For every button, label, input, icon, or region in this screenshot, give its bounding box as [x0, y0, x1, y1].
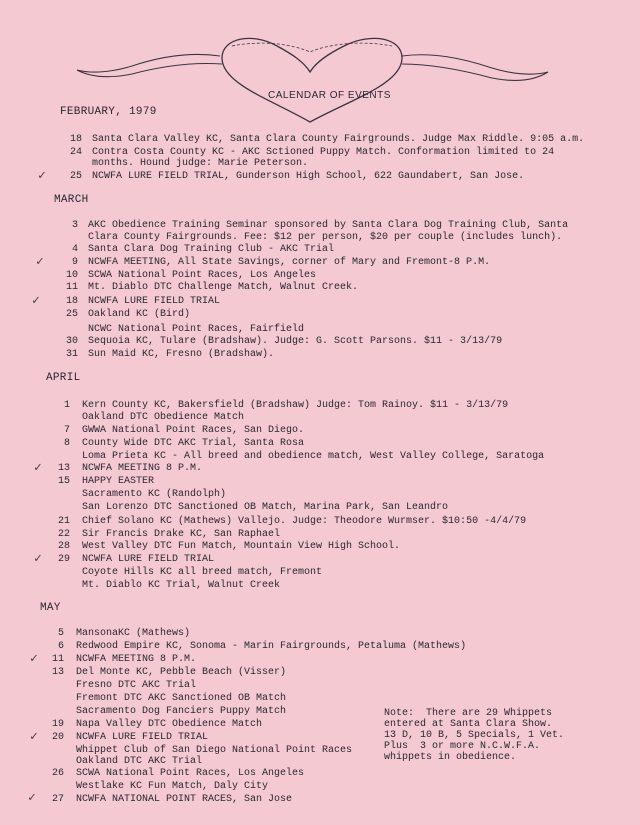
event-day: 20	[51, 732, 64, 743]
check-mark-icon: ✓	[34, 460, 42, 475]
event-text: NCWFA LURE FIELD TRIAL	[76, 732, 209, 743]
event-text: Del Monte KC, Pebble Beach (Visser)	[76, 667, 287, 678]
event-day: 5	[57, 628, 64, 639]
event-day: 22	[57, 529, 70, 540]
event-day: 10	[65, 270, 78, 281]
event-text: months. Hound judge: Marie Peterson.	[92, 158, 309, 169]
event-text: Loma Prieta KC - All breed and obedience match, West Valley College, Saratoga	[82, 451, 545, 462]
event-day: 4	[71, 244, 78, 255]
event-day: 24	[69, 147, 82, 158]
event-text: GWWA National Point Races, San Diego.	[82, 425, 305, 436]
event-text: NCWFA MEETING 8 P.M.	[76, 654, 197, 665]
event-day: 9	[71, 257, 78, 268]
event-text: Whippet Club of San Diego National Point Races	[76, 745, 353, 756]
event-text: San Lorenzo DTC Sanctioned OB Match, Marina Park, San Leandro	[82, 502, 449, 513]
event-text: MansonaKC (Mathews)	[76, 628, 191, 639]
event-day: 13	[57, 463, 70, 474]
check-mark-icon: ✓	[32, 293, 40, 308]
event-day: 6	[57, 641, 64, 652]
event-text: West Valley DTC Fun Match, Mountain View High School.	[82, 541, 401, 552]
event-day: 18	[65, 296, 78, 307]
event-text: Westlake KC Fun Match, Daly City	[76, 781, 269, 792]
check-mark-icon: ✓	[34, 551, 42, 566]
event-text: Sequoia KC, Tulare (Bradshaw). Judge: G. Scott Parsons. $11 - 3/13/79	[88, 336, 503, 347]
event-day: 7	[63, 425, 70, 436]
whippet-note: Note: There are 29 Whippets entered at Santa Clara Show. 13 D, 10 B, 5 Specials, 1 Vet. Plus 3 or more N.C.W.F.A. whippets in obedience.	[384, 708, 565, 763]
event-text: NCWFA NATIONAL POINT RACES, San Jose	[76, 794, 293, 805]
page-title: CALENDAR OF EVENTS	[268, 90, 391, 101]
event-text: NCWFA LURE FIELD TRIAL	[82, 554, 215, 565]
event-day: 25	[69, 171, 82, 182]
event-day: 21	[57, 516, 70, 527]
event-text: Clara County Fairgrounds. Fee: $12 per person, $20 per couple (includes lunch).	[88, 232, 563, 243]
event-text: Coyote Hills KC all breed match, Fremont	[82, 567, 323, 578]
event-text: Oakland DTC AKC Trial	[76, 756, 203, 767]
event-day: 27	[51, 794, 64, 805]
event-text: Oakland KC (Bird)	[88, 309, 191, 320]
check-mark-icon: ✓	[38, 168, 46, 183]
event-text: Napa Valley DTC Obedience Match	[76, 719, 263, 730]
event-day: 28	[57, 541, 70, 552]
month-heading-may: MAY	[40, 602, 61, 614]
event-text: County Wide DTC AKC Trial, Santa Rosa	[82, 438, 305, 449]
event-day: 1	[63, 400, 70, 411]
check-mark-icon: ✓	[30, 729, 38, 744]
event-text: SCWA National Point Races, Los Angeles	[88, 270, 317, 281]
event-day: 29	[57, 554, 70, 565]
event-text: Fresno DTC AKC Trial	[76, 680, 197, 691]
event-day: 31	[65, 349, 78, 360]
check-mark-icon: ✓	[36, 254, 44, 269]
event-day: 25	[65, 309, 78, 320]
check-mark-icon: ✓	[30, 651, 38, 666]
month-heading-february: FEBRUARY, 1979	[60, 106, 157, 118]
event-text: NCWFA MEETING, All State Savings, corner of Mary and Fremont-8 P.M.	[88, 257, 491, 268]
event-text: Contra Costa County KC - AKC Sctioned Puppy Match. Conformation limited to 24	[92, 147, 555, 158]
event-text: Chief Solano KC (Mathews) Vallejo. Judge: Theodore Wurmser. $10:50 -4/4/79	[82, 516, 527, 527]
event-day: 19	[51, 719, 64, 730]
event-day: 26	[51, 768, 64, 779]
event-text: NCWC National Point Races, Fairfield	[88, 324, 305, 335]
check-mark-icon: ✓	[28, 790, 36, 805]
event-day: 11	[65, 282, 78, 293]
event-text: Sacramento KC (Randolph)	[82, 489, 227, 500]
event-day: 18	[69, 134, 82, 145]
event-text: HAPPY EASTER	[82, 476, 155, 487]
event-day: 13	[51, 667, 64, 678]
event-text: Sacramento Dog Fanciers Puppy Match	[76, 706, 287, 717]
event-text: Fremont DTC AKC Sanctioned OB Match	[76, 693, 287, 704]
event-text: AKC Obedience Training Seminar sponsored by Santa Clara Dog Training Club, Santa	[88, 220, 569, 231]
event-day: 3	[71, 220, 78, 231]
month-heading-april: APRIL	[46, 372, 81, 384]
event-text: Redwood Empire KC, Sonoma - Marin Fairgrounds, Petaluma (Mathews)	[76, 641, 467, 652]
event-text: Oakland DTC Obedience Match	[82, 412, 245, 423]
event-text: NCWFA MEETING 8 P.M.	[82, 463, 203, 474]
event-text: SCWA National Point Races, Los Angeles	[76, 768, 305, 779]
event-text: Sun Maid KC, Fresno (Bradshaw).	[88, 349, 275, 360]
event-day: 30	[65, 336, 78, 347]
month-heading-march: MARCH	[54, 194, 89, 206]
event-day: 15	[57, 476, 70, 487]
event-text: Santa Clara Valley KC, Santa Clara County Fairgrounds. Judge Max Riddle. 9:05 a.m.	[92, 134, 585, 145]
event-text: Mt. Diablo KC Trial, Walnut Creek	[82, 580, 281, 591]
event-text: Sir Francis Drake KC, San Raphael	[82, 529, 281, 540]
event-day: 11	[51, 654, 64, 665]
event-text: NCWFA LURE FIELD TRIAL	[88, 296, 221, 307]
event-text: NCWFA LURE FIELD TRIAL, Gunderson High School, 622 Gaundabert, San Jose.	[92, 171, 525, 182]
event-text: Santa Clara Dog Training Club - AKC Trial	[88, 244, 335, 255]
event-text: Mt. Diablo DTC Challenge Match, Walnut Creek.	[88, 282, 359, 293]
event-text: Kern County KC, Bakersfield (Bradshaw) Judge: Tom Rainoy. $11 - 3/13/79	[82, 400, 509, 411]
event-day: 8	[63, 438, 70, 449]
